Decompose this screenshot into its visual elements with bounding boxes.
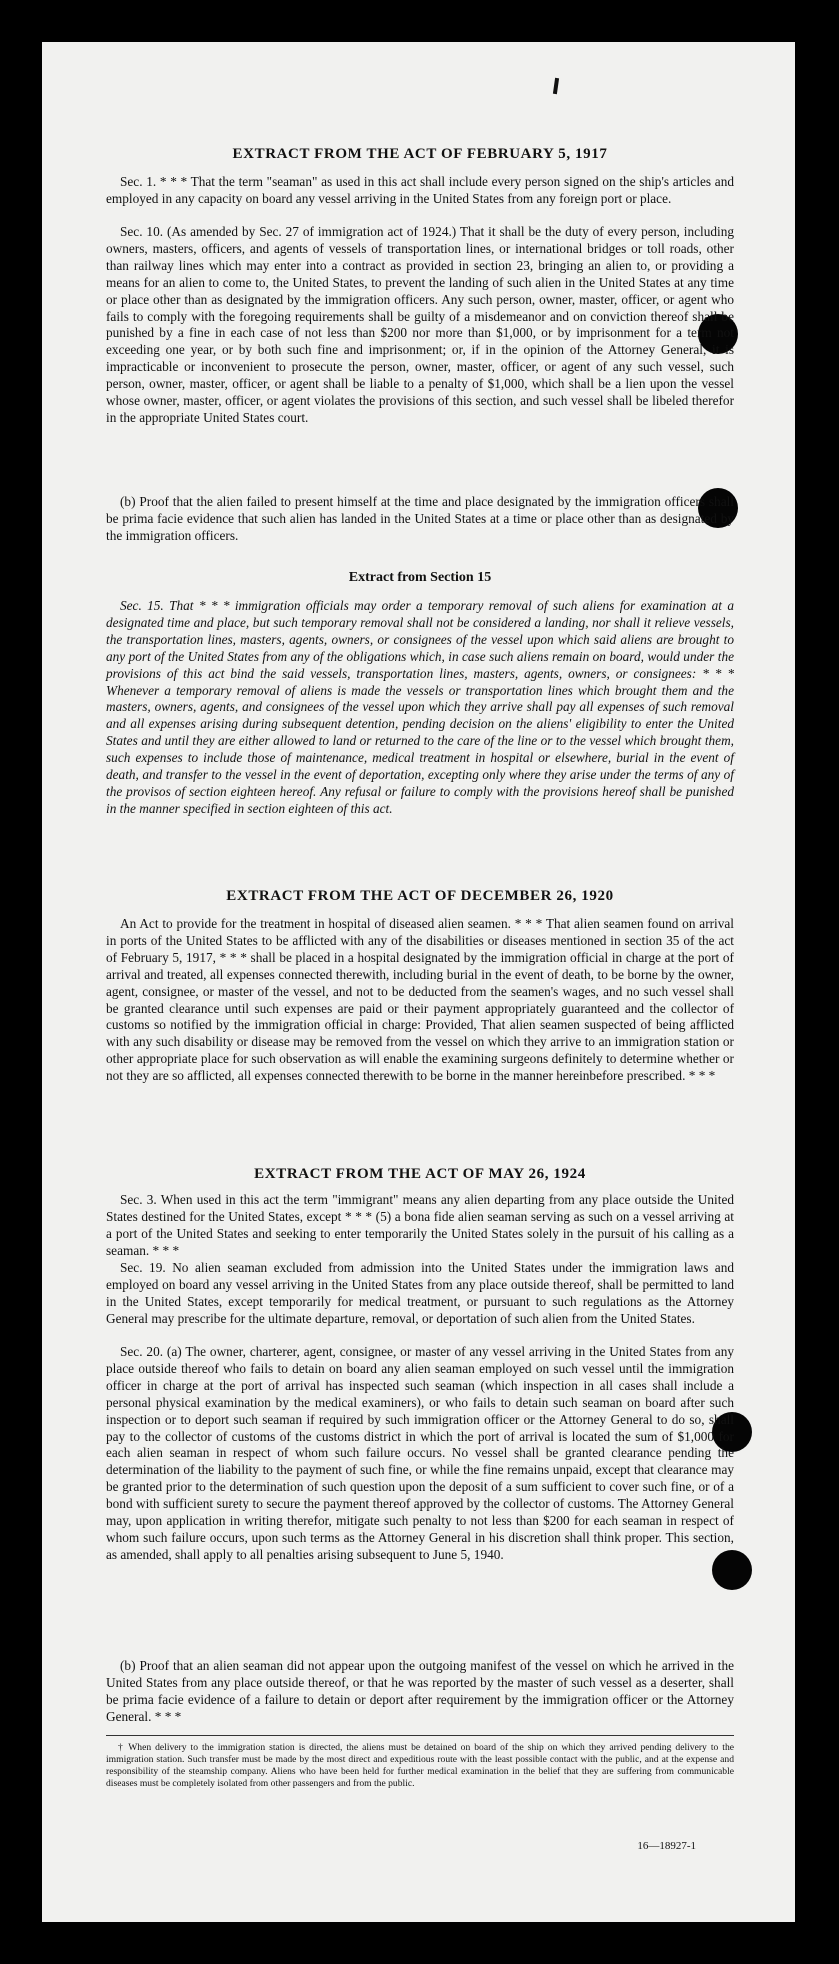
footnote: † When delivery to the immigration station is directed, the aliens must be detained on board of the ship on which they arrived pending delivery to the immigration station. Such transfer must be made by the most direct and expeditious route with the least possible contact with the public, and at the expense and responsibility of the steamship company. Aliens who have been held for further medical examination in the belief that they are suffering from communicable diseases must be completely isolated from other passengers and from the public. bbox=[106, 1742, 734, 1790]
section-15-paragraph: Sec. 15. That * * * immigration officials may order a temporary removal of such aliens for examination at a designated time and place, but such temporary removal shall not be considered a landing, nor shall it relieve vessels, the transportation lines, masters, agents, owners, or consignees of the vessel upon which said aliens are brought to any port of the United States from any of the obligations which, in case such aliens remain on board, would under the provisions of this act bind the said vessels, transportation lines, masters, agents, owners, or consignees: * * * Whenever a temporary removal of aliens is made the vessels or transportation lines which brought them and the masters, owners, agents, and consignees of the vessel upon which they arrive shall pay all expenses of such removal and all expenses arising during subsequent detention, pending decision on the aliens' eligibility to enter the United States and until they are either allowed to land or returned to the care of the line or to the vessel which brought them, such expenses to include those of maintenance, medical treatment in hospital or elsewhere, burial in the event of death, and transfer to the vessel in the event of deportation, excepting only where they arise under the terms of any of the provisos of section eighteen hereof. Any refusal or failure to comply with the provisions hereof shall be punished in the manner specified in section eighteen of this act. bbox=[106, 598, 734, 816]
document-number: 16—18927-1 bbox=[637, 1840, 696, 1852]
section-3-paragraph: Sec. 3. When used in this act the term "immigrant" means any alien departing from any place outside the United States destined for the United States, except * * * (5) a bona fide alien seaman serving as such on a vessel arriving at a port of the United States and seeking to enter temporarily the United States solely in the pursuit of his calling as a seaman. * * * bbox=[106, 1192, 734, 1258]
heading-section-15: Extract from Section 15 bbox=[348, 570, 492, 585]
section-10-paragraph: Sec. 10. (As amended by Sec. 27 of immigration act of 1924.) That it shall be the duty of every person, including owners, masters, officers, and agents of vessels of transportation lines, or international bridges or toll roads, other than railway lines which may enter into a contract as provided in section 23, bringing an alien to, or providing a means for an alien to come to, the United States, to prevent the landing of such alien in the United States at any time or place other than as designated by the immigration officers. Any such person, owner, master, officer, or agent who fails to comply with the foregoing requirements shall be guilty of a misdemeanor and on conviction thereof shall be punished by a fine in each case of not less than $200 nor more than $1,000, or by imprisonment for a term not exceeding one year, or by both such fine and imprisonment; or, if in the opinion of the Attorney General, it is impracticable or inconvenient to prosecute the person, owner, master, officer, or agent of any such vessel, such person, owner, master, officer, or agent shall be liable to a penalty of $1,000, which shall be a lien upon the vessel whose owner, master, officer, or agent violates the provisions of this section, and such vessel shall be libeled therefor in the appropriate United States court. bbox=[106, 224, 734, 425]
pencil-mark bbox=[553, 78, 559, 94]
section-20b-paragraph: (b) Proof that an alien seaman did not appear upon the outgoing manifest of the vessel on which he arrived in the United States from any place outside thereof, or that he was reported by the master of such vessel as a deserter, shall be prima facie evidence of a failure to detain or deport after requirement by the immigration officer or the Attorney General. * * * bbox=[106, 1658, 734, 1724]
document-page bbox=[42, 42, 795, 1922]
heading-act-1920: EXTRACT FROM THE ACT OF DECEMBER 26, 1920 bbox=[226, 888, 614, 904]
act-1920-paragraph: An Act to provide for the treatment in hospital of diseased alien seamen. * * * That alien seamen found on arrival in ports of the United States to be afflicted with any of the disabilities or diseases mentioned in section 35 of the act of February 5, 1917, * * * shall be placed in a hospital designated by the immigration official in charge at the port of arrival and treated, all expenses connected therewith, including burial in the event of death, to be borne by the owner, agent, consignee, or master of the vessel, and not to be deducted from the seamen's wages, and no such vessel shall be granted clearance until such expenses are paid or their payment appropriately guaranteed and the collector of customs so notified by the immigration official in charge: Provided, That alien seamen suspected of being afflicted with any such disability or disease may be removed from the vessel on which they arrive to an immigration station or other appropriate place for such observation as will enable the examining surgeons definitely to determine whether or not they are so afflicted, all expenses connected therewith to be borne in the manner hereinbefore prescribed. * * * bbox=[106, 916, 734, 1084]
section-20-paragraph: Sec. 20. (a) The owner, charterer, agent, consignee, or master of any vessel arriving in the United States from any place outside thereof who fails to detain on board any alien seaman employed on such vessel until the immigration officer in charge at the port of arrival has inspected such seaman (which inspection in all cases shall include a personal physical examination by the medical examiners), or who fails to detain such seaman on board after such inspection or to deport such seaman if required by such immigration officer or the Attorney General to do so, shall pay to the collector of customs of the customs district in which the port of arrival is located the sum of $1,000 for each alien seaman in respect of whom such failure occurs. No vessel shall be granted clearance pending the determination of the liability to the payment of such fine, or while the fine remains unpaid, except that clearance may be granted prior to the determination of such question upon the deposit of a sum sufficient to cover such fine, or of a bond with sufficient surety to secure the payment thereof approved by the collector of customs. The Attorney General may, upon application in writing therefor, mitigate such penalty to not less than $200 for each seaman in respect of whom such failure occurs, upon such terms as the Attorney General in his discretion shall think proper. This section, as amended, shall apply to all penalties arising subsequent to June 5, 1940. bbox=[106, 1344, 734, 1562]
footnote-divider bbox=[106, 1735, 734, 1736]
heading-act-1917: EXTRACT FROM THE ACT OF FEBRUARY 5, 1917 bbox=[232, 146, 608, 162]
heading-act-1924: EXTRACT FROM THE ACT OF MAY 26, 1924 bbox=[254, 1166, 586, 1182]
section-1-paragraph: Sec. 1. * * * That the term "seaman" as used in this act shall include every person signed on the ship's articles and employed in any capacity on board any vessel arriving in the United States from any foreign port or place. bbox=[106, 174, 734, 206]
section-10b-paragraph: (b) Proof that the alien failed to present himself at the time and place designated by the immigration officers shall be prima facie evidence that such alien has landed in the United States at a time or place other than as designated by the immigration officers. bbox=[106, 494, 734, 543]
section-19-paragraph: Sec. 19. No alien seaman excluded from admission into the United States under the immigration laws and employed on board any vessel arriving in the United States from any place outside thereof, shall be permitted to land in the United States, except temporarily for medical treatment, or pursuant to such regulations as the Attorney General may prescribe for the ultimate departure, removal, or deportation of such alien from the United States. bbox=[106, 1260, 734, 1326]
